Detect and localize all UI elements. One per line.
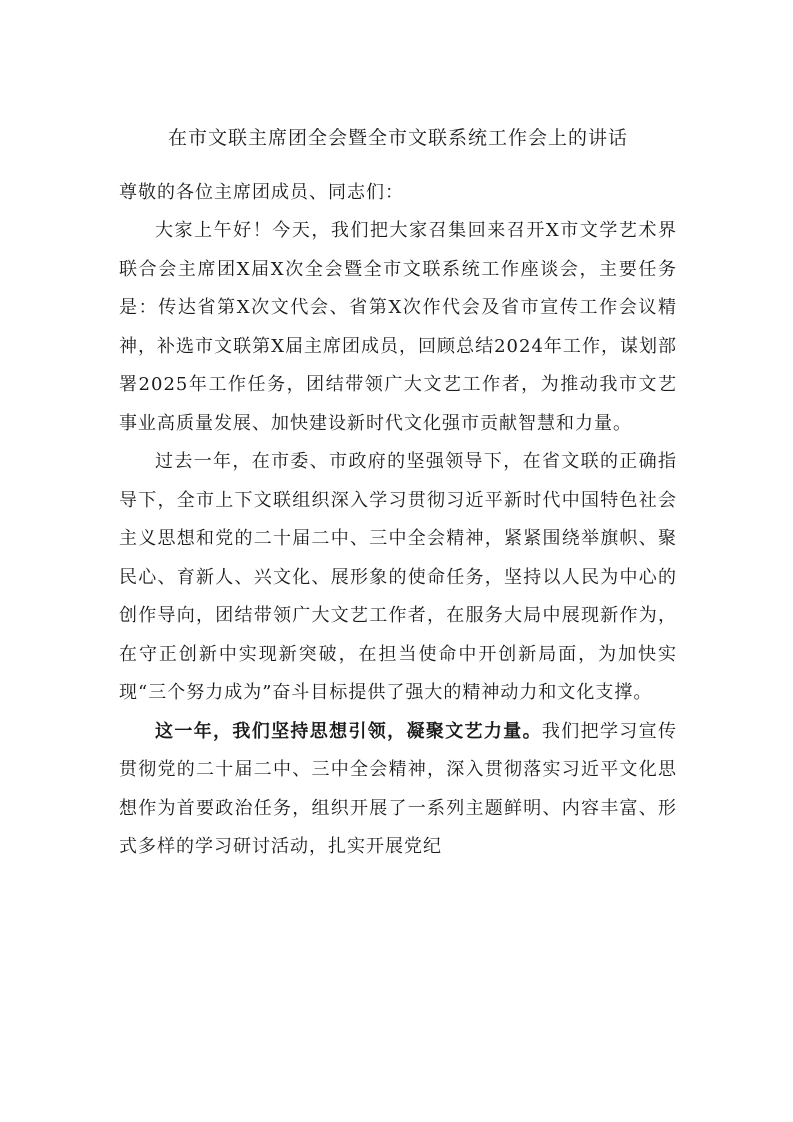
paragraph-lead-sentence: 这一年，我们坚持思想引领，凝聚文艺力量。: [155, 720, 542, 742]
paragraph-thought-leadership: [119, 713, 677, 867]
paragraph-body-text: 我们把学习宣传贯彻党的二十届二中、三中全会精神，深入贯彻落实习近平文化思想作为首要政治任务，组织开展了一系列主题鲜明、内容丰富、形式多样的学习研讨活动，扎实开展党纪: [119, 720, 677, 857]
paragraph-opening: 大家上午好！今天，我们把大家召集回来召开X市文学艺术界联合会主席团X届X次全会暨全市文联系统工作座谈会，主要任务是：传达省第X次文代会、省第X次作代会及省市宣传工作会议精神，补选市文联第X届主席团成员，回顾总结2024年工作，谋划部署2025年工作任务，团结带领广大文艺工作者，为推动我市文艺事业高质量发展、加快建设新时代文化强市贡献智慧和力量。: [119, 220, 677, 434]
paragraph-review: 过去一年，在市委、市政府的坚强领导下，在省文联的正确指导下，全市上下文联组织深入学习贯彻习近平新时代中国特色社会主义思想和党的二十届二中、三中全会精神，紧紧围绕举旗帜、聚民心、育新人、兴文化、展形象的使命任务，坚持以人民为中心的创作导向，团结带领广大文艺工作者，在服务大局中展现新作为，在守正创新中实现新突破，在担当使命中开创新局面，为加快实现“三个努力成为”奋斗目标提供了强大的精神动力和文化支撑。: [119, 451, 677, 703]
document-body: [119, 118, 677, 867]
greeting: 尊敬的各位主席团成员、同志们：: [119, 182, 404, 203]
document-title: 在市文联主席团全会暨全市文联系统工作会上的讲话: [167, 127, 628, 149]
